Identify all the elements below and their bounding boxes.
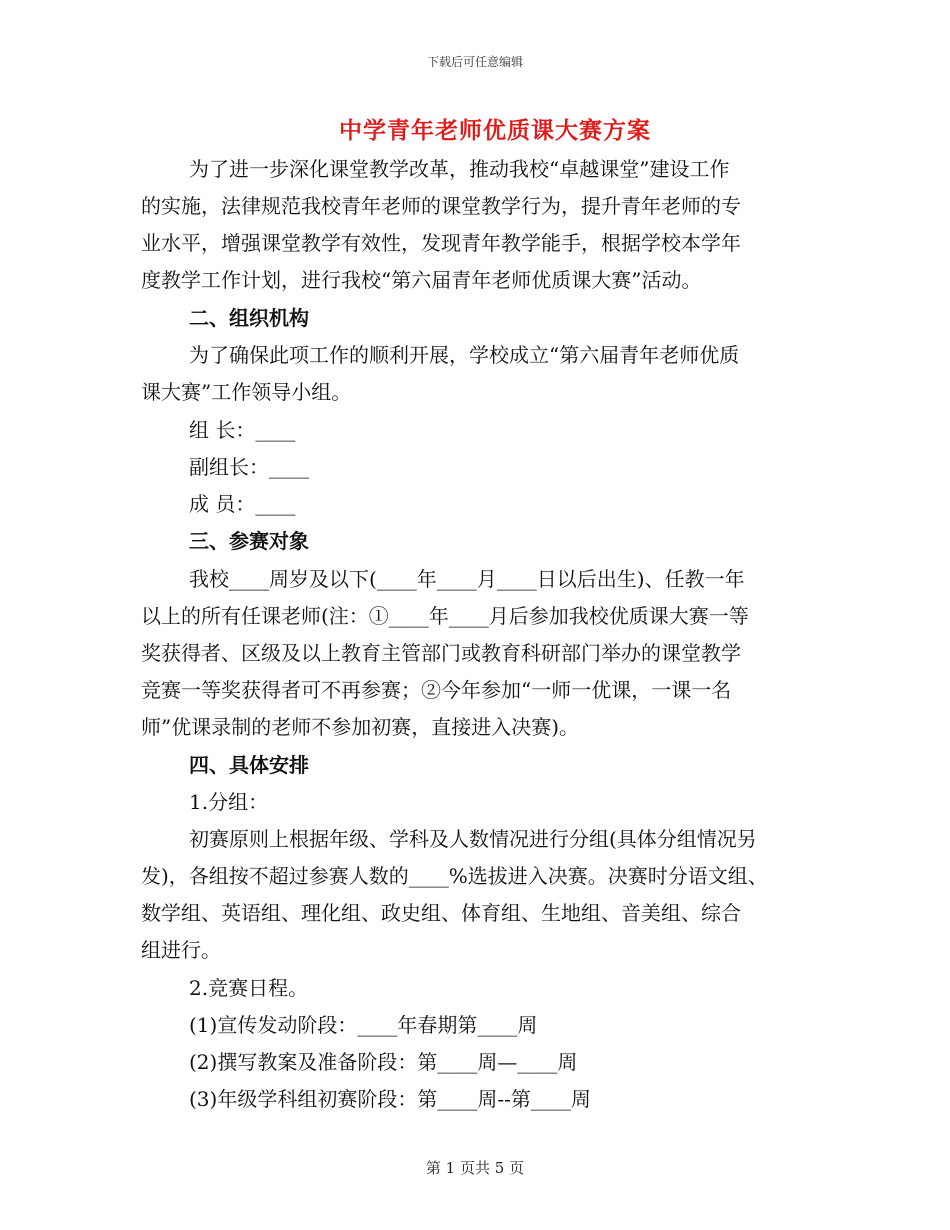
schedule-item-1: (1)宣传发动阶段：____年春期第____周 — [189, 1013, 538, 1037]
body-line-12: 我校____周岁及以下(____年____月____日以后出生)、任教一年 — [189, 567, 745, 591]
schedule-item-3: (3)年级学科组初赛阶段：第____周--第____周 — [189, 1087, 591, 1111]
leader-line: 组 长：____ — [189, 418, 296, 442]
body-line-19: 初赛原则上根据年级、学科及人数情况进行分组(具体分组情况另 — [189, 827, 757, 851]
section-heading-arrangement: 四、具体安排 — [189, 753, 309, 777]
body-line-3: 业水平，增强课堂教学有效性，发现青年教学能手，根据学校本学年 — [141, 231, 741, 255]
body-line-6: 为了确保此项工作的顺利开展，学校成立“第六届青年老师优质 — [189, 343, 740, 367]
body-line-14: 奖获得者、区级及以上教育主管部门或教育科研部门举办的课堂教学 — [141, 641, 741, 665]
body-line-13: 以上的所有任课老师(注：①____年____月后参加我校优质课大赛一等 — [141, 604, 749, 628]
deputy-leader-line: 副组长：____ — [189, 455, 309, 479]
body-line-16: 师”优课录制的老师不参加初赛，直接进入决赛)。 — [141, 715, 580, 739]
body-line-22: 组进行。 — [141, 938, 221, 962]
schedule-item-2: (2)撰写教案及准备阶段：第____周—____周 — [189, 1050, 578, 1074]
body-line-2: 的实施，法律规范我校青年老师的课堂教学行为，提升青年老师的专 — [141, 194, 741, 218]
members-line: 成 员：____ — [189, 492, 296, 516]
body-line-15: 竞赛一等奖获得者可不再参赛；②今年参加“一师一优课，一课一名 — [141, 678, 732, 702]
subheading-grouping: 1.分组： — [189, 790, 269, 814]
body-line-20: 发)，各组按不超过参赛人数的____%选拔进入决赛。决赛时分语文组、 — [141, 864, 768, 888]
section-heading-participants: 三、参赛对象 — [189, 529, 309, 553]
document-title: 中学青年老师优质课大赛方案 — [339, 117, 651, 144]
body-line-1: 为了进一步深化课堂教学改革，推动我校“卓越课堂”建设工作 — [189, 157, 730, 181]
page-footer-number: 第 1 页共 5 页 — [425, 1159, 525, 1177]
page-header-note: 下载后可任意编辑 — [426, 55, 523, 69]
body-line-4: 度教学工作计划，进行我校“第六届青年老师优质课大赛”活动。 — [141, 268, 702, 292]
body-line-21: 数学组、英语组、理化组、政史组、体育组、生地组、音美组、综合 — [141, 901, 741, 925]
subheading-schedule: 2.竞赛日程。 — [189, 976, 309, 1000]
body-line-7: 课大赛”工作领导小组。 — [141, 380, 352, 404]
section-heading-organization: 二、组织机构 — [189, 306, 309, 330]
